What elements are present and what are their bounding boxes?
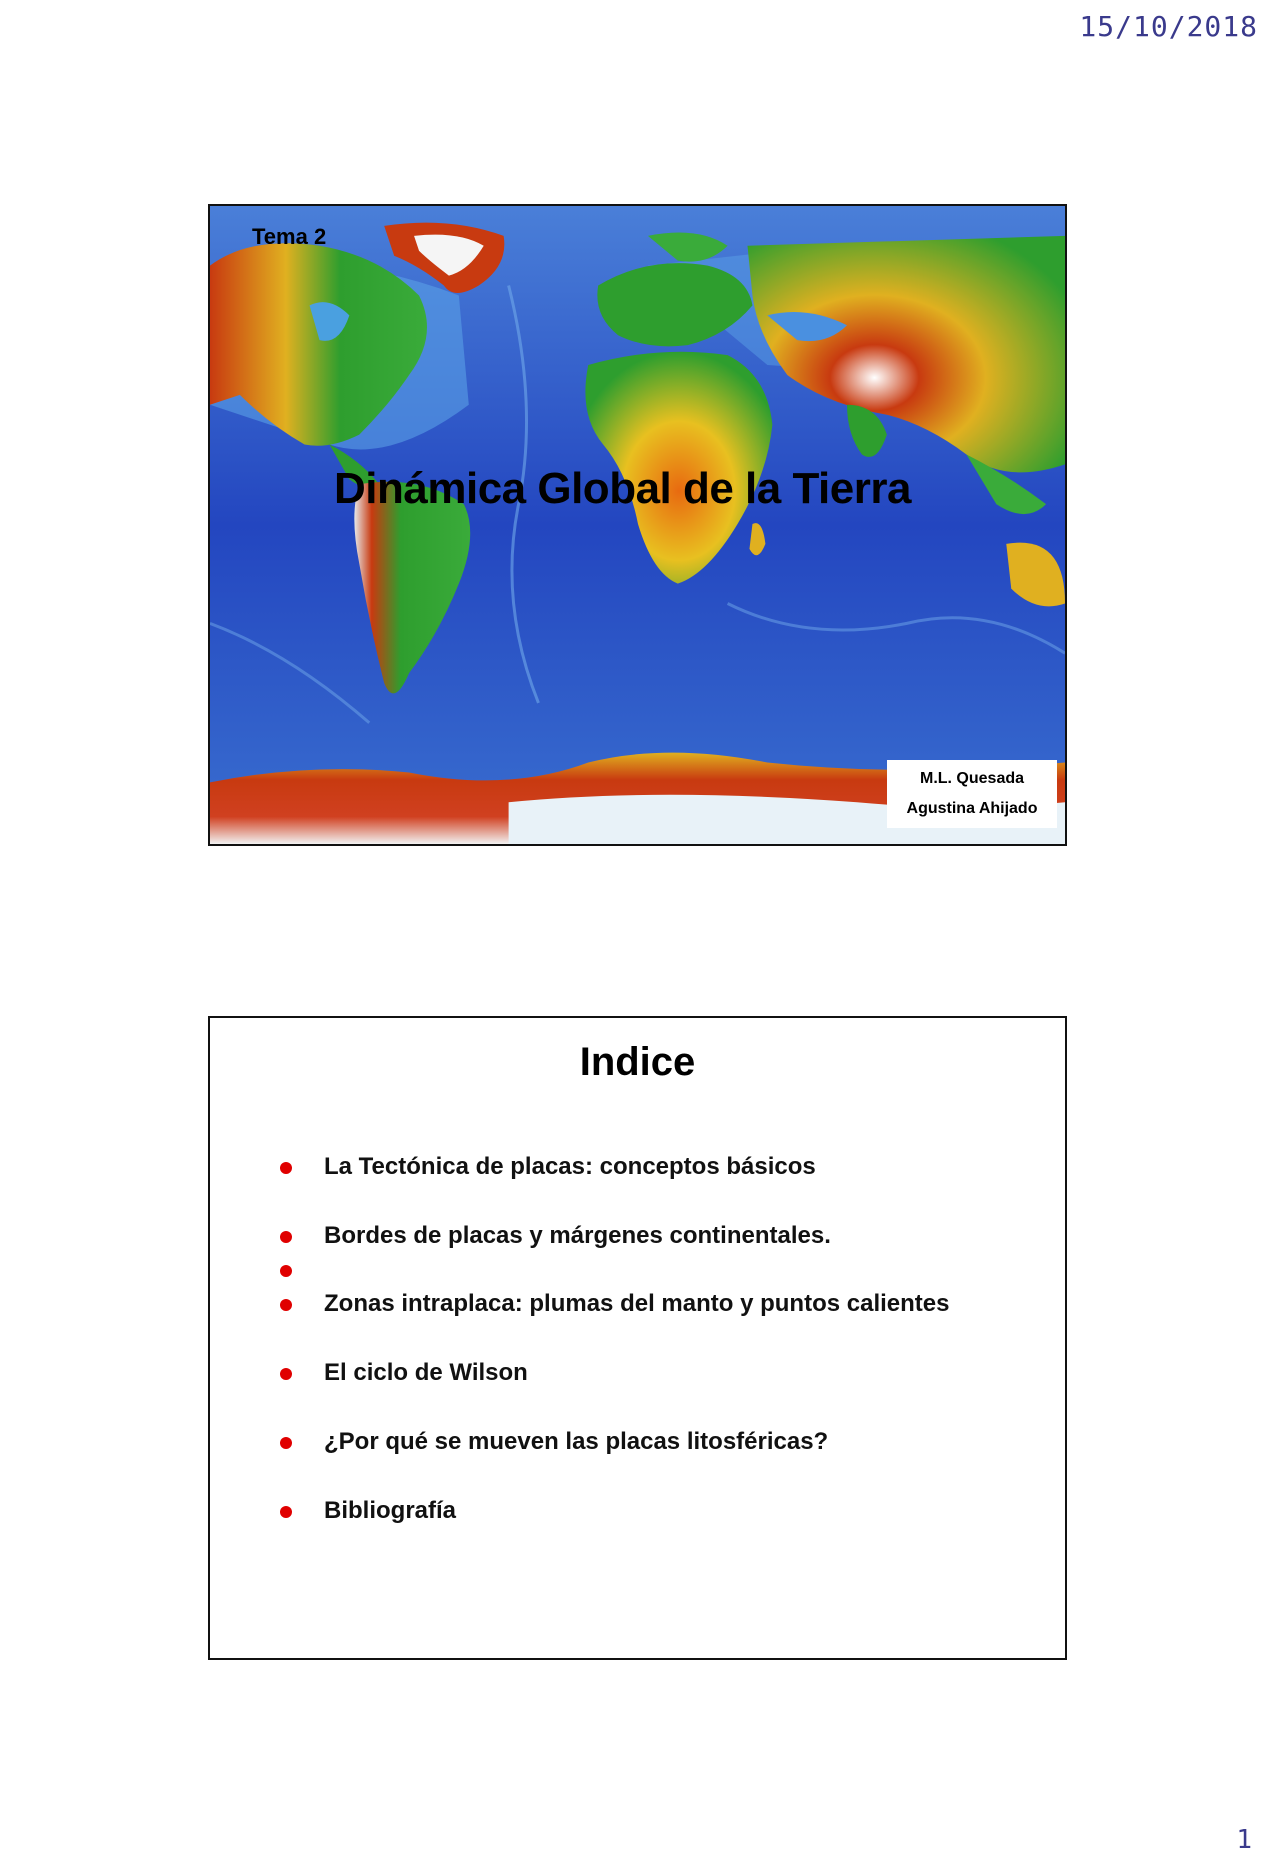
bullet-icon: [280, 1437, 292, 1449]
author-name: Agustina Ahijado: [906, 800, 1038, 817]
bullet-icon: [280, 1368, 292, 1380]
bullet-icon: [280, 1231, 292, 1243]
bullet-icon: [280, 1265, 292, 1277]
list-item: [280, 1494, 949, 1528]
list-item-text: Zonas intraplaca: plumas del manto y puntos calientes: [324, 1290, 950, 1317]
list-item: [280, 1253, 949, 1287]
list-item-text: Bibliografía: [324, 1497, 457, 1524]
list-item: [280, 1356, 949, 1390]
list-item-text: ¿Por qué se mueven las placas litosféricas?: [324, 1428, 829, 1455]
title-slide: [208, 204, 1067, 846]
bullet-icon: [280, 1506, 292, 1518]
author-box: [887, 760, 1057, 828]
slide-title: Dinámica Global de la Tierra: [334, 464, 911, 513]
index-title: Indice: [579, 1040, 696, 1084]
bullet-icon: [280, 1299, 292, 1311]
bullet-icon: [280, 1162, 292, 1174]
page-number: 1: [1236, 1825, 1252, 1855]
list-item-text: El ciclo de Wilson: [324, 1359, 528, 1386]
page-date: 15/10/2018: [1079, 10, 1258, 43]
author-name: M.L. Quesada: [919, 770, 1025, 787]
index-slide: [208, 1016, 1067, 1660]
list-item: [280, 1425, 949, 1459]
world-relief-map: [210, 206, 1065, 844]
list-item: [280, 1219, 949, 1253]
list-item: [280, 1150, 949, 1184]
index-list: [280, 1150, 949, 1528]
tema-label: Tema 2: [252, 224, 327, 249]
list-item: [280, 1287, 949, 1321]
list-item-text: Bordes de placas y márgenes continentales.: [324, 1222, 831, 1249]
list-item-text: La Tectónica de placas: conceptos básicos: [324, 1153, 816, 1180]
